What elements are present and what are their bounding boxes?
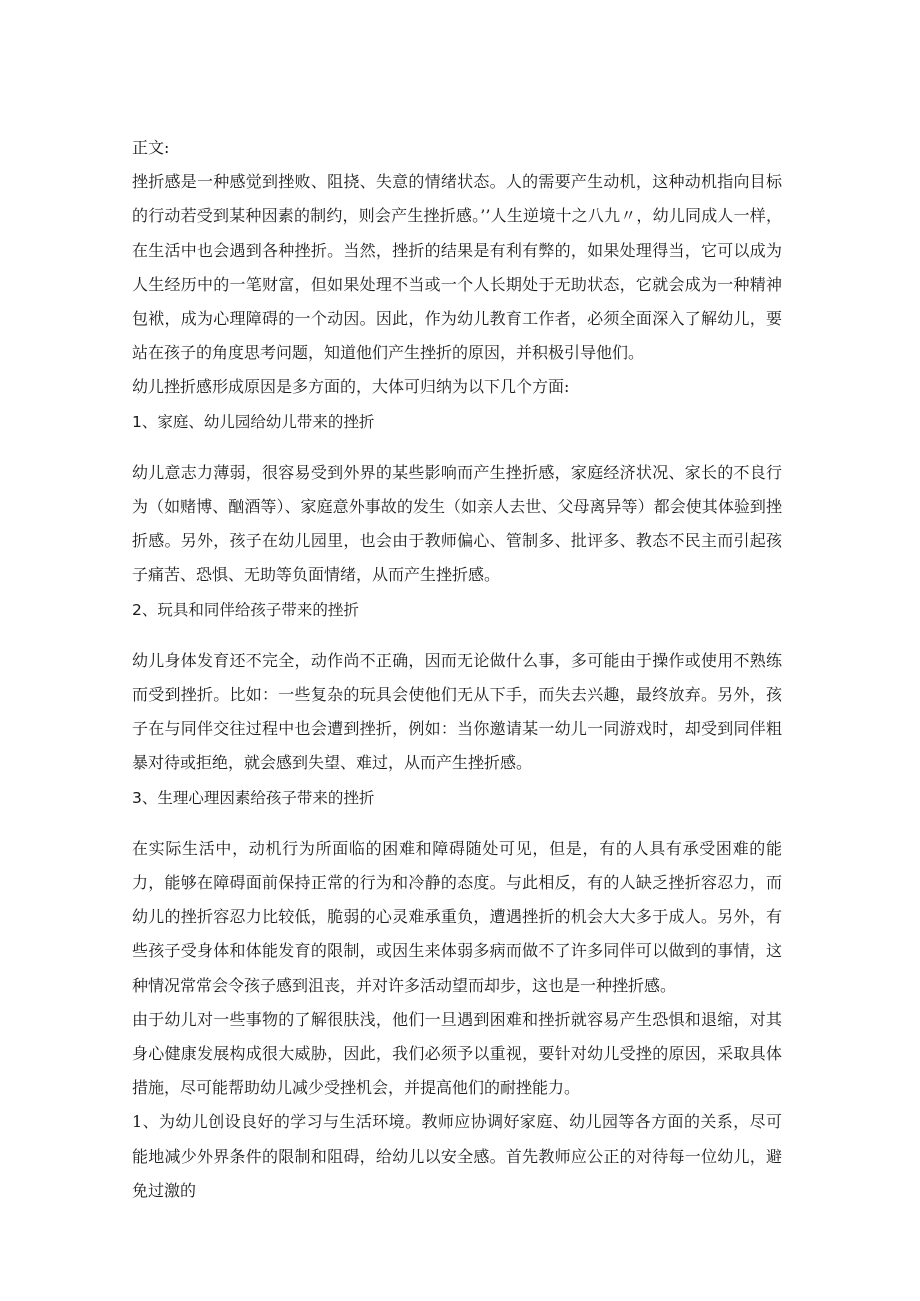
conclusion-paragraph: 由于幼儿对一些事物的了解很肤浅，他们一旦遇到困难和挫折就容易产生恐惧和退缩，对其身心健康发展构成很大威胁，因此，我们必须予以重视，要针对幼儿受挫的原因，采取具体措施，尽可能帮助幼儿减少受挫机会，并提高他们的耐挫能力。 xyxy=(132,1009,782,1098)
intro-paragraph: 挫折感是一种感觉到挫败、阻挠、失意的情绪状态。人的需要产生动机，这种动机指向目标的行动若受到某种因素的制约，则会产生挫折感。’’人生逆境十之八九〃，幼儿同成人一样，在生活中也会遇到各种挫折。当然，挫折的结果是有利有弊的，如果处理得当，它可以成为人生经历中的一笔财富，但如果处理不当或一个人长期处于无助状态，它就会成为一种精神包袱，成为心理障碍的一个动因。因此，作为幼儿教育工作者，必须全面深入了解幼儿，要站在孩子的角度思考问题，知道他们产生挫折的原因，并积极引导他们。 xyxy=(132,172,782,363)
causes-intro-paragraph: 幼儿挫折感形成原因是多方面的，大体可归纳为以下几个方面: xyxy=(132,377,570,397)
section-1-heading: 1、家庭、幼儿园给幼儿带来的挫折 xyxy=(132,412,375,431)
section-2-paragraph: 幼儿身体发育还不完全，动作尚不正确，因而无论做什么事，多可能由于操作或使用不熟练而受到挫折。比如：一些复杂的玩具会使他们无从下手，而失去兴趣，最终放弃。另外，孩子在与同伴交往过程中也会遭到挫折，例如：当你邀请某一幼儿一同游戏时，却受到同伴粗暴对待或拒绝，就会感到失望、难过，从而产生挫折感。 xyxy=(132,650,782,773)
section-3-paragraph: 在实际生活中，动机行为所面临的困难和障碍随处可见，但是，有的人具有承受困难的能力，能够在障碍面前保持正常的行为和冷静的态度。与此相反，有的人缺乏挫折容忍力，而幼儿的挫折容忍力比较低，脆弱的心灵难承重负，遭遇挫折的机会大大多于成人。另外，有些孩子受身体和体能发育的限制，或因生来体弱多病而做不了许多同伴可以做到的事情，这种情况常常会令孩子感到沮丧，并对许多活动望而却步，这也是一种挫折感。 xyxy=(132,838,782,995)
section-2-heading: 2、玩具和同伴给孩子带来的挫折 xyxy=(132,600,359,619)
document-body xyxy=(132,131,782,1208)
section-3-heading: 3、生理心理因素给孩子带来的挫折 xyxy=(132,788,375,807)
measure-1-paragraph: 1、为幼儿创设良好的学习与生活环境。教师应协调好家庭、幼儿园等各方面的关系，尽可能地减少外界条件的限制和阻碍，给幼儿以安全感。首先教师应公正的对待每一位幼儿，避免过激的 xyxy=(132,1112,782,1200)
section-1-paragraph: 幼儿意志力薄弱，很容易受到外界的某些影响而产生挫折感，家庭经济状况、家长的不良行为（如赌博、酗酒等）、家庭意外事故的发生（如亲人去世、父母离异等）都会使其体验到挫折感。另外，孩子在幼儿园里，也会由于教师偏心、管制多、批评多、教态不民主而引起孩子痛苦、恐惧、无助等负面情绪，从而产生挫折感。 xyxy=(132,462,782,585)
body-label: 正文: xyxy=(132,138,170,157)
